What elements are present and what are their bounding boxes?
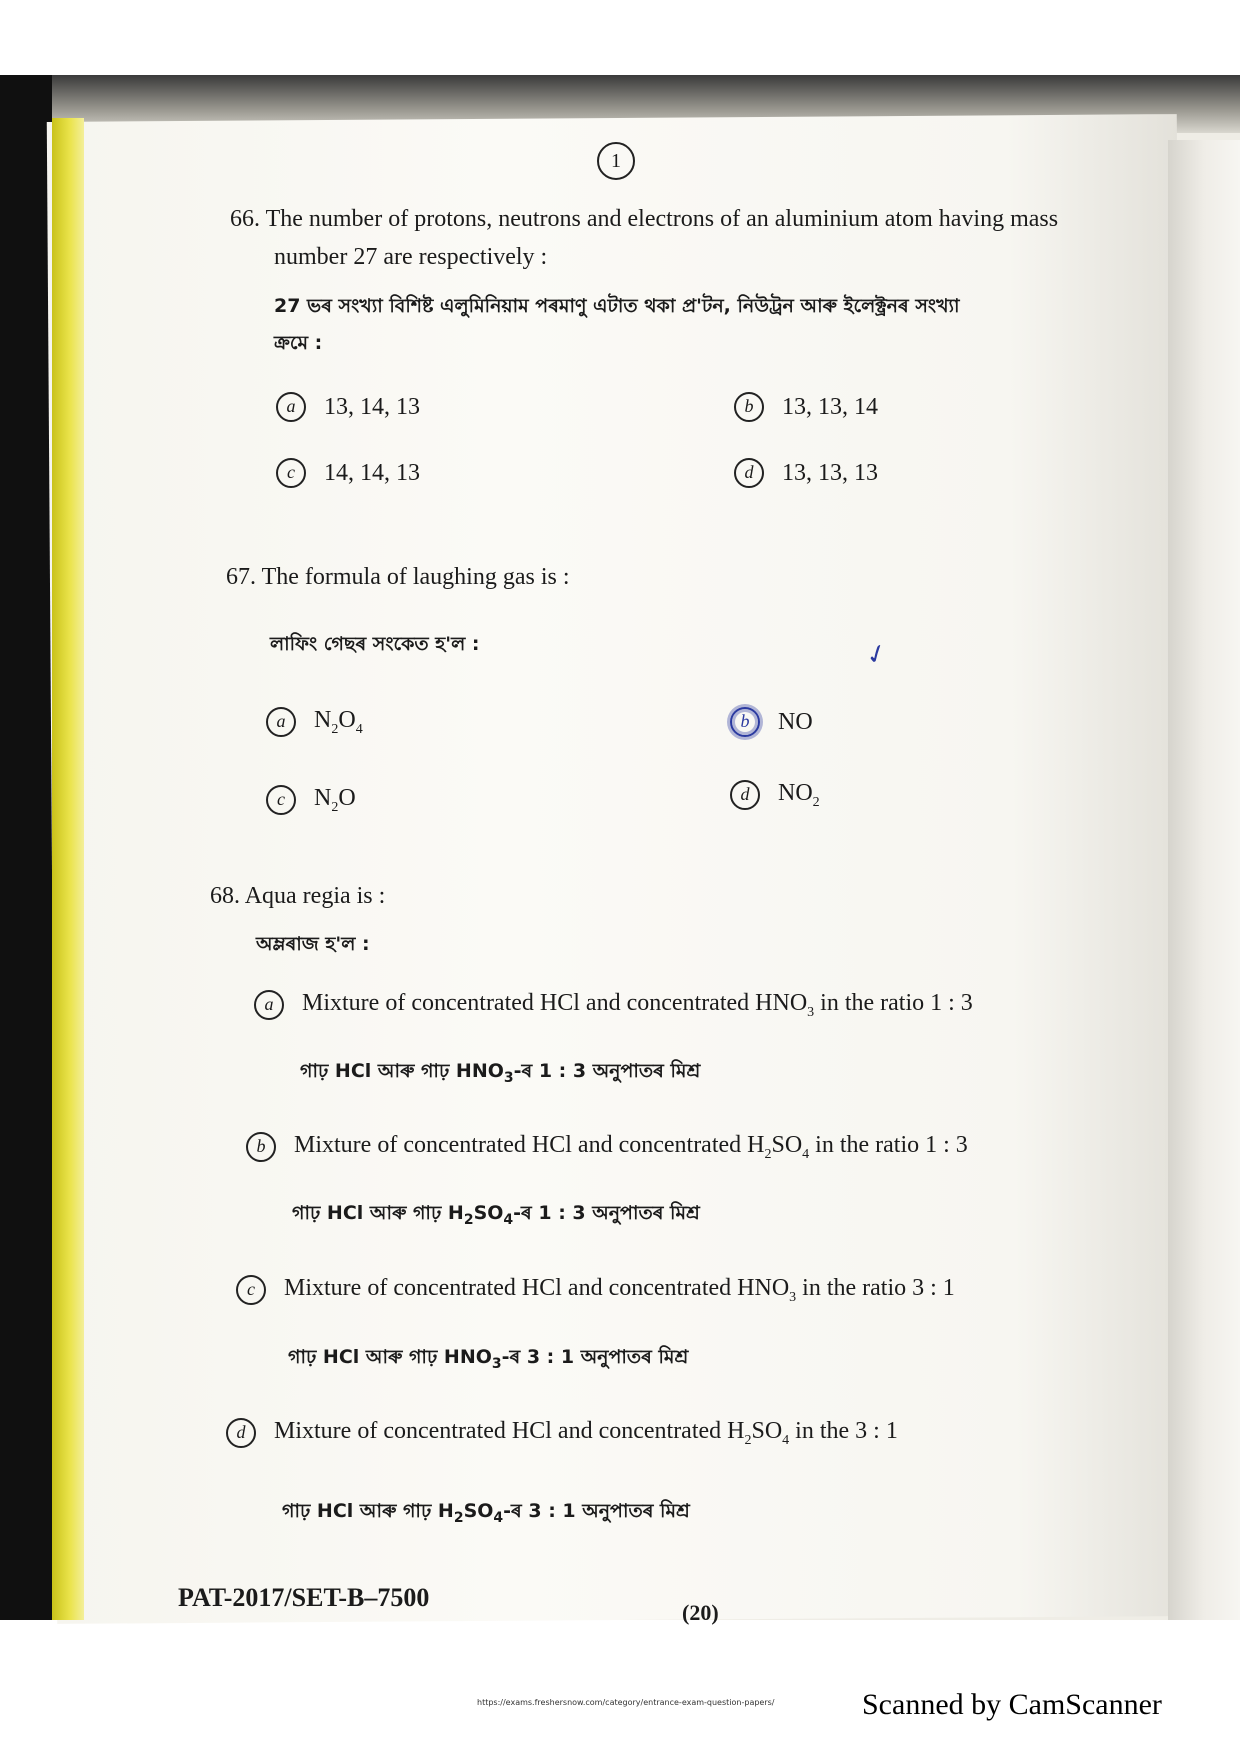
page-number: (20) bbox=[682, 1600, 719, 1625]
pen-tick-mark: ✓ bbox=[861, 637, 892, 672]
option-formula: NO bbox=[778, 708, 813, 735]
q68-option-d-bengali: গাঢ় HCl আৰু গাঢ় $H_2SO_4-ৰ$ 3 : 1 অনুপাতৰ মিশ্ৰ bbox=[282, 1500, 690, 1526]
option-text-en: Mixture of concentrated HCl and concentrated $H_2SO_4$ in the 3 : 1 bbox=[274, 1418, 898, 1448]
q66-option-c[interactable] bbox=[276, 458, 420, 488]
question-66-bengali-line2: ক্ৰমে : bbox=[274, 332, 323, 354]
question-66-line2: number 27 are respectively : bbox=[274, 244, 548, 270]
question-number: 66. bbox=[230, 206, 260, 232]
option-text: 13, 14, 13 bbox=[324, 393, 420, 420]
option-formula: $N_2O$ bbox=[314, 785, 356, 815]
option-letter-circle: b bbox=[734, 392, 764, 422]
option-letter-circle: a bbox=[266, 707, 296, 737]
option-text: 13, 13, 13 bbox=[782, 459, 878, 486]
question-68 bbox=[210, 882, 385, 911]
q66-option-a[interactable] bbox=[276, 392, 420, 422]
question-68-bengali: অম্লৰাজ হ'ল : bbox=[256, 933, 370, 955]
option-text-en: Mixture of concentrated HCl and concentrated $H_2SO_4$ in the ratio 1 : 3 bbox=[294, 1132, 968, 1162]
question-67 bbox=[226, 563, 570, 592]
option-letter-circle-marked: b bbox=[730, 707, 760, 737]
option-letter-circle: d bbox=[226, 1418, 256, 1448]
option-letter-circle: c bbox=[236, 1275, 266, 1305]
question-number: 67. bbox=[226, 564, 256, 590]
option-formula: $NO_2$ bbox=[778, 780, 820, 810]
option-letter-circle: c bbox=[266, 785, 296, 815]
option-letter-circle: b bbox=[246, 1132, 276, 1162]
option-letter-circle: a bbox=[276, 392, 306, 422]
option-letter-circle: a bbox=[254, 990, 284, 1020]
option-text-en: Mixture of concentrated HCl and concentrated $HNO_3$ in the ratio 1 : 3 bbox=[302, 990, 973, 1020]
q68-option-b[interactable] bbox=[246, 1132, 968, 1163]
option-text-en: Mixture of concentrated HCl and concentrated $HNO_3$ in the ratio 3 : 1 bbox=[284, 1275, 955, 1305]
question-number: 68. bbox=[210, 883, 240, 909]
paper-code: PAT-2017/SET-B–7500 bbox=[178, 1583, 430, 1612]
question-text-en: Aqua regia is : bbox=[244, 883, 386, 909]
yellow-margin-strip bbox=[52, 118, 84, 1620]
q66-option-b[interactable] bbox=[734, 392, 878, 422]
question-67-bengali: লাফিং গেছৰ সংকেত হ'ল : bbox=[270, 633, 480, 655]
question-text-en: The number of protons, neutrons and electrons of an aluminium atom having mass bbox=[265, 206, 1059, 232]
q67-option-d[interactable] bbox=[730, 780, 820, 811]
q68-option-a-bengali: গাঢ় HCl আৰু গাঢ় $HNO_3-ৰ$ 1 : 3 অনুপাতৰ মিশ্ৰ bbox=[300, 1060, 701, 1086]
option-letter-circle: c bbox=[276, 458, 306, 488]
q68-option-a[interactable] bbox=[254, 990, 973, 1021]
option-letter-circle: d bbox=[734, 458, 764, 488]
circled-page-number: 1 bbox=[597, 142, 635, 180]
option-letter-circle: d bbox=[730, 780, 760, 810]
option-text: 13, 13, 14 bbox=[782, 393, 878, 420]
question-text-en: The formula of laughing gas is : bbox=[261, 564, 570, 590]
q68-option-c-bengali: গাঢ় HCl আৰু গাঢ় $HNO_3-ৰ$ 3 : 1 অনুপাতৰ মিশ্ৰ bbox=[288, 1346, 689, 1372]
camscanner-watermark: Scanned by CamScanner bbox=[862, 1688, 1162, 1721]
question-66-bengali-line1: 27 ভৰ সংখ্যা বিশিষ্ট এলুমিনিয়াম পৰমাণু এটাত থকা প্ৰ'টন, নিউট্ৰন আৰু ইলেক্ট্ৰনৰ সংখ্যা bbox=[274, 295, 960, 317]
q68-option-b-bengali: গাঢ় HCl আৰু গাঢ় $H_2SO_4-ৰ$ 1 : 3 অনুপাতৰ মিশ্ৰ bbox=[292, 1202, 700, 1228]
option-text: 14, 14, 13 bbox=[324, 459, 420, 486]
q67-option-b[interactable] bbox=[730, 707, 813, 737]
option-formula: $N_2O_4$ bbox=[314, 707, 363, 737]
scan-dark-edge bbox=[0, 75, 52, 1620]
paper-right-fold bbox=[1168, 140, 1240, 1620]
q68-option-c[interactable] bbox=[236, 1275, 955, 1306]
q67-option-a[interactable] bbox=[266, 707, 363, 738]
question-66-line1 bbox=[230, 205, 1058, 234]
q68-option-d[interactable] bbox=[226, 1418, 898, 1449]
source-url[interactable]: https://exams.freshersnow.com/category/entrance-exam-question-papers/ bbox=[477, 1698, 775, 1707]
q67-option-c[interactable] bbox=[266, 785, 356, 816]
paper-sheet bbox=[47, 114, 1187, 1624]
q66-option-d[interactable] bbox=[734, 458, 878, 488]
